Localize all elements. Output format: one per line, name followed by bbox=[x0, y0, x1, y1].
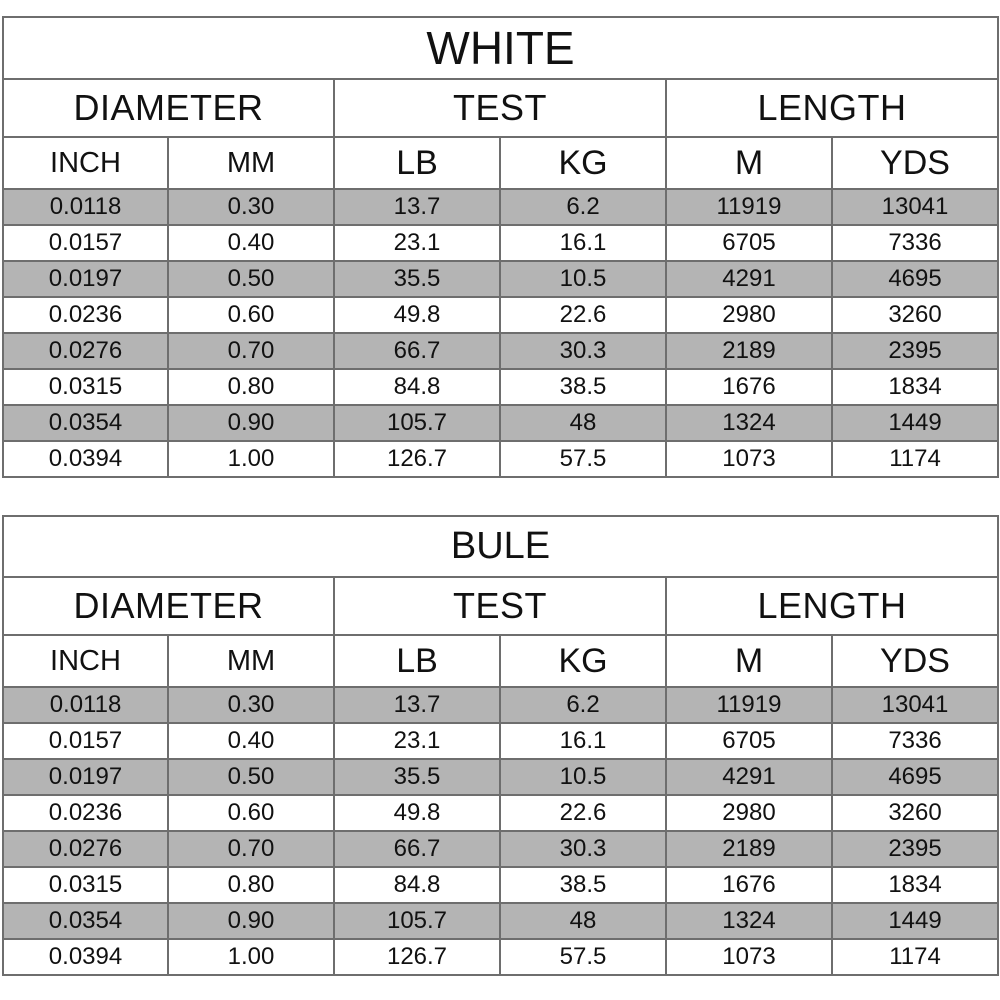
unit-header-kg: KG bbox=[500, 635, 666, 687]
cell-mm: 0.70 bbox=[168, 831, 334, 867]
table-row bbox=[3, 831, 998, 867]
cell-mm: 0.80 bbox=[168, 369, 334, 405]
cell-lb: 35.5 bbox=[334, 759, 500, 795]
unit-header-m: M bbox=[666, 635, 832, 687]
cell-m: 2189 bbox=[666, 831, 832, 867]
cell-inch: 0.0354 bbox=[3, 405, 168, 441]
cell-lb: 66.7 bbox=[334, 333, 500, 369]
cell-mm: 0.80 bbox=[168, 867, 334, 903]
cell-lb: 49.8 bbox=[334, 795, 500, 831]
cell-kg: 22.6 bbox=[500, 297, 666, 333]
table-title: WHITE bbox=[3, 17, 998, 79]
unit-header-mm: MM bbox=[168, 137, 334, 189]
cell-lb: 126.7 bbox=[334, 441, 500, 477]
cell-m: 1073 bbox=[666, 939, 832, 975]
table-row bbox=[3, 441, 998, 477]
cell-kg: 16.1 bbox=[500, 723, 666, 759]
cell-yds: 3260 bbox=[832, 795, 998, 831]
cell-mm: 0.90 bbox=[168, 405, 334, 441]
cell-inch: 0.0354 bbox=[3, 903, 168, 939]
cell-lb: 126.7 bbox=[334, 939, 500, 975]
cell-lb: 84.8 bbox=[334, 867, 500, 903]
table-row bbox=[3, 687, 998, 723]
cell-mm: 0.60 bbox=[168, 297, 334, 333]
cell-m: 11919 bbox=[666, 687, 832, 723]
cell-yds: 2395 bbox=[832, 333, 998, 369]
cell-mm: 1.00 bbox=[168, 939, 334, 975]
unit-header-inch: INCH bbox=[3, 137, 168, 189]
cell-inch: 0.0315 bbox=[3, 369, 168, 405]
cell-yds: 13041 bbox=[832, 189, 998, 225]
cell-kg: 48 bbox=[500, 405, 666, 441]
cell-lb: 84.8 bbox=[334, 369, 500, 405]
cell-inch: 0.0118 bbox=[3, 687, 168, 723]
cell-mm: 0.70 bbox=[168, 333, 334, 369]
cell-kg: 38.5 bbox=[500, 867, 666, 903]
white-spec-table bbox=[2, 16, 999, 478]
cell-yds: 1834 bbox=[832, 369, 998, 405]
cell-m: 6705 bbox=[666, 723, 832, 759]
table-row bbox=[3, 297, 998, 333]
cell-mm: 0.50 bbox=[168, 759, 334, 795]
cell-m: 2980 bbox=[666, 795, 832, 831]
unit-header-yds: YDS bbox=[832, 635, 998, 687]
unit-header-lb: LB bbox=[334, 635, 500, 687]
cell-kg: 38.5 bbox=[500, 369, 666, 405]
cell-kg: 30.3 bbox=[500, 831, 666, 867]
cell-kg: 22.6 bbox=[500, 795, 666, 831]
cell-lb: 13.7 bbox=[334, 189, 500, 225]
table-row bbox=[3, 759, 998, 795]
cell-mm: 0.30 bbox=[168, 687, 334, 723]
cell-lb: 105.7 bbox=[334, 405, 500, 441]
cell-m: 2189 bbox=[666, 333, 832, 369]
group-header-test: TEST bbox=[334, 79, 666, 137]
cell-lb: 49.8 bbox=[334, 297, 500, 333]
cell-kg: 16.1 bbox=[500, 225, 666, 261]
cell-kg: 48 bbox=[500, 903, 666, 939]
cell-inch: 0.0236 bbox=[3, 795, 168, 831]
cell-m: 1324 bbox=[666, 405, 832, 441]
cell-yds: 2395 bbox=[832, 831, 998, 867]
cell-m: 1676 bbox=[666, 867, 832, 903]
cell-yds: 7336 bbox=[832, 225, 998, 261]
cell-kg: 57.5 bbox=[500, 939, 666, 975]
group-header-length: LENGTH bbox=[666, 577, 998, 635]
cell-kg: 10.5 bbox=[500, 759, 666, 795]
cell-yds: 7336 bbox=[832, 723, 998, 759]
table-row bbox=[3, 333, 998, 369]
cell-m: 4291 bbox=[666, 261, 832, 297]
cell-yds: 4695 bbox=[832, 759, 998, 795]
table-row bbox=[3, 369, 998, 405]
cell-yds: 13041 bbox=[832, 687, 998, 723]
cell-mm: 0.40 bbox=[168, 723, 334, 759]
cell-inch: 0.0157 bbox=[3, 225, 168, 261]
cell-kg: 30.3 bbox=[500, 333, 666, 369]
table-row bbox=[3, 723, 998, 759]
cell-m: 1324 bbox=[666, 903, 832, 939]
cell-inch: 0.0236 bbox=[3, 297, 168, 333]
group-header-diameter: DIAMETER bbox=[3, 577, 334, 635]
table-row bbox=[3, 939, 998, 975]
cell-yds: 1449 bbox=[832, 405, 998, 441]
cell-inch: 0.0315 bbox=[3, 867, 168, 903]
cell-inch: 0.0197 bbox=[3, 261, 168, 297]
table-row bbox=[3, 405, 998, 441]
cell-inch: 0.0157 bbox=[3, 723, 168, 759]
cell-mm: 0.90 bbox=[168, 903, 334, 939]
cell-kg: 6.2 bbox=[500, 189, 666, 225]
cell-inch: 0.0276 bbox=[3, 333, 168, 369]
table-row bbox=[3, 261, 998, 297]
cell-yds: 1174 bbox=[832, 441, 998, 477]
cell-kg: 10.5 bbox=[500, 261, 666, 297]
table-row bbox=[3, 189, 998, 225]
unit-header-inch: INCH bbox=[3, 635, 168, 687]
cell-m: 11919 bbox=[666, 189, 832, 225]
cell-m: 6705 bbox=[666, 225, 832, 261]
unit-header-m: M bbox=[666, 137, 832, 189]
table-row bbox=[3, 225, 998, 261]
cell-m: 2980 bbox=[666, 297, 832, 333]
cell-inch: 0.0118 bbox=[3, 189, 168, 225]
unit-header-mm: MM bbox=[168, 635, 334, 687]
table-row bbox=[3, 903, 998, 939]
cell-lb: 23.1 bbox=[334, 723, 500, 759]
cell-mm: 0.40 bbox=[168, 225, 334, 261]
cell-m: 1676 bbox=[666, 369, 832, 405]
cell-inch: 0.0276 bbox=[3, 831, 168, 867]
cell-kg: 57.5 bbox=[500, 441, 666, 477]
unit-header-yds: YDS bbox=[832, 137, 998, 189]
cell-mm: 0.30 bbox=[168, 189, 334, 225]
group-header-test: TEST bbox=[334, 577, 666, 635]
blue-spec-table bbox=[2, 515, 999, 976]
cell-lb: 105.7 bbox=[334, 903, 500, 939]
cell-inch: 0.0394 bbox=[3, 441, 168, 477]
cell-mm: 1.00 bbox=[168, 441, 334, 477]
cell-lb: 66.7 bbox=[334, 831, 500, 867]
cell-yds: 1449 bbox=[832, 903, 998, 939]
group-header-diameter: DIAMETER bbox=[3, 79, 334, 137]
cell-mm: 0.50 bbox=[168, 261, 334, 297]
cell-kg: 6.2 bbox=[500, 687, 666, 723]
group-header-length: LENGTH bbox=[666, 79, 998, 137]
unit-header-kg: KG bbox=[500, 137, 666, 189]
cell-lb: 13.7 bbox=[334, 687, 500, 723]
cell-lb: 35.5 bbox=[334, 261, 500, 297]
cell-yds: 1834 bbox=[832, 867, 998, 903]
cell-yds: 1174 bbox=[832, 939, 998, 975]
table-title: BULE bbox=[3, 516, 998, 577]
cell-mm: 0.60 bbox=[168, 795, 334, 831]
cell-inch: 0.0197 bbox=[3, 759, 168, 795]
cell-m: 1073 bbox=[666, 441, 832, 477]
cell-yds: 3260 bbox=[832, 297, 998, 333]
table-row bbox=[3, 867, 998, 903]
cell-yds: 4695 bbox=[832, 261, 998, 297]
table-row bbox=[3, 795, 998, 831]
cell-m: 4291 bbox=[666, 759, 832, 795]
cell-lb: 23.1 bbox=[334, 225, 500, 261]
unit-header-lb: LB bbox=[334, 137, 500, 189]
cell-inch: 0.0394 bbox=[3, 939, 168, 975]
